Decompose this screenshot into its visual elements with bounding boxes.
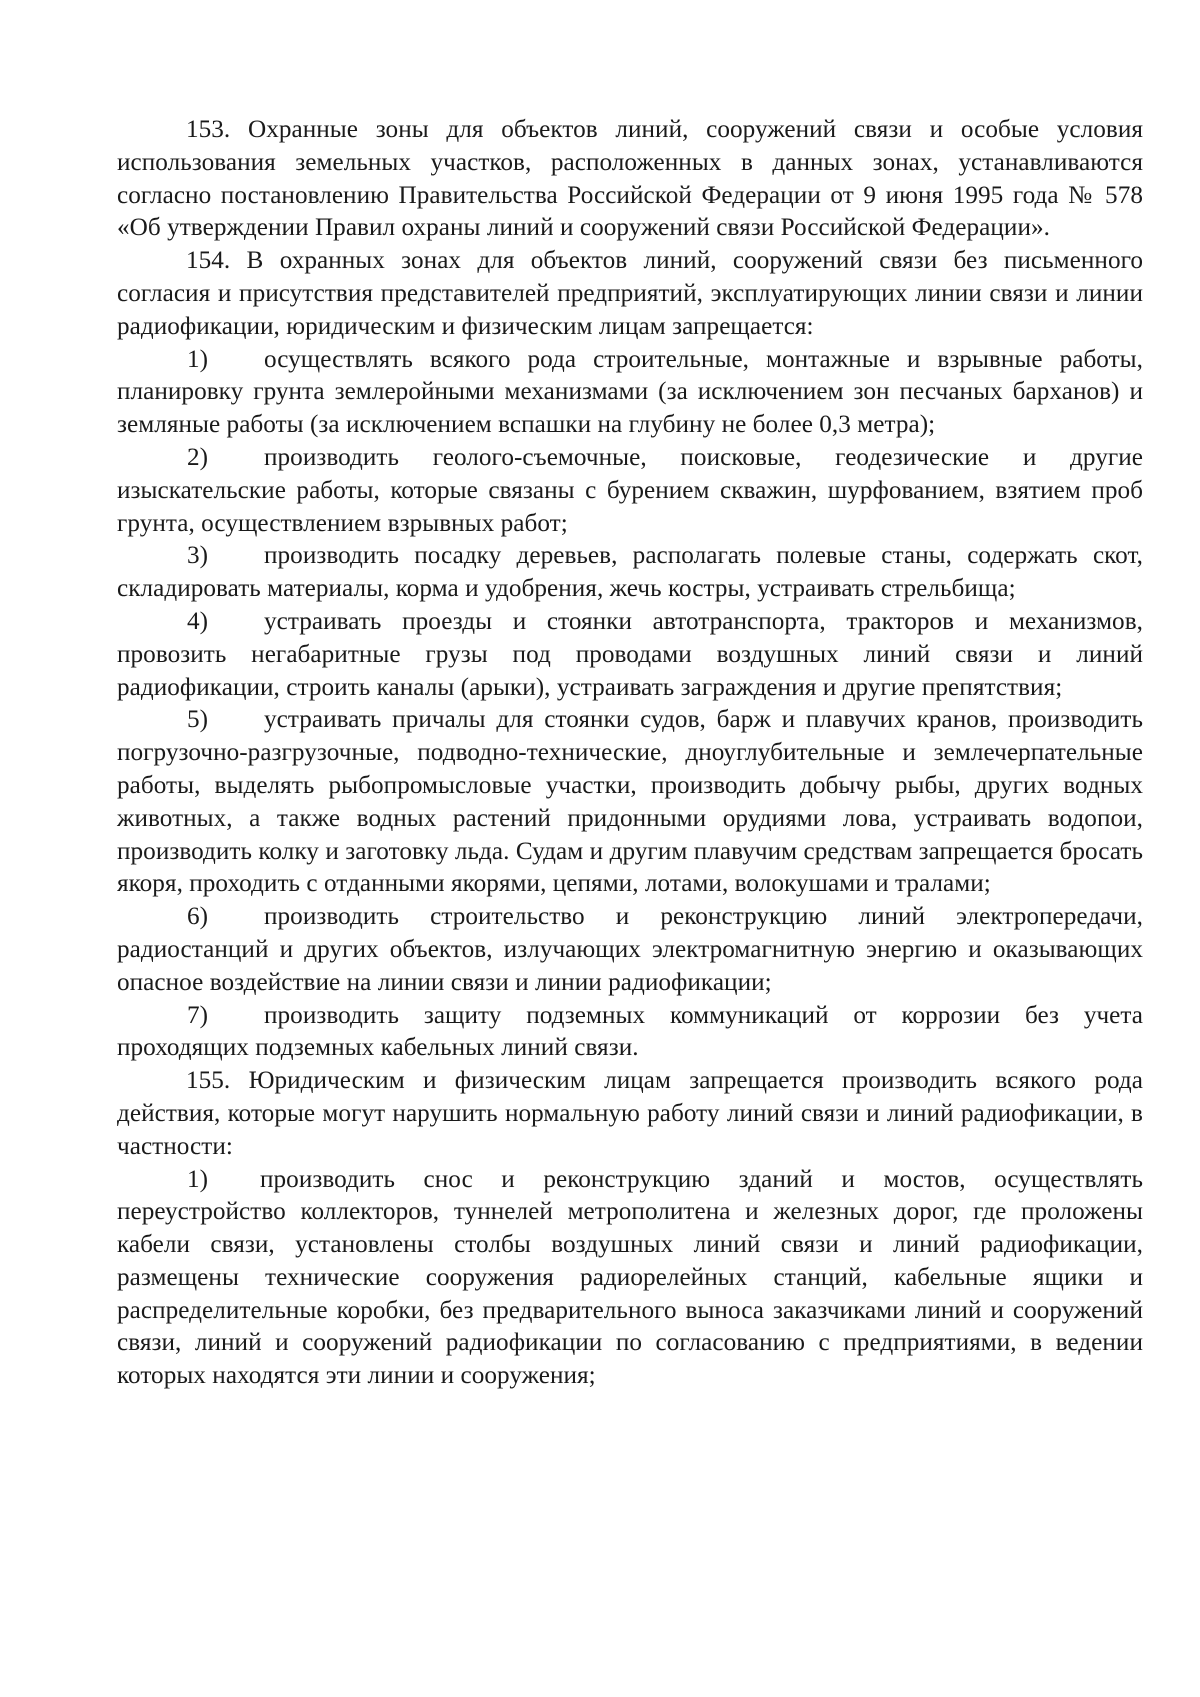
list-item <box>117 442 1143 540</box>
paragraph-153: 153. Охранные зоны для объектов линий, сооружений связи и особые условия использования земельных участков, расположенных в данных зонах, устанавливаются согласно постановлению Правительства Российской Федерации от 9 июня 1995 года № 578 «Об утверждении Правил охраны линий и сооружений связи Российской Федерации». <box>117 116 1143 242</box>
list-item <box>117 540 1143 606</box>
list-item-text: устраивать проезды и стоянки автотранспорта, тракторов и механизмов, провозить негабаритные грузы под проводами воздушных линий связи и линий радиофикации, строить каналы (арыки), устраивать заграждения и другие препятствия; <box>117 607 1143 701</box>
list-item-text: производить защиту подземных коммуникаций от коррозии без учета проходящих подземных кабельных линий связи. <box>117 1001 1143 1062</box>
list-item-number: 1) <box>187 345 209 373</box>
list-item <box>117 901 1143 999</box>
list-item-number: 1) <box>187 1165 209 1193</box>
list-item-number: 4) <box>187 607 209 635</box>
list-item <box>117 1164 1143 1394</box>
list-item-text: производить посадку деревьев, располагать полевые станы, содержать скот, складировать материалы, корма и удобрения, жечь костры, устраивать стрельбища; <box>117 542 1143 603</box>
list-item-text: осуществлять всякого рода строительные, монтажные и взрывные работы, планировку грунта землеройными механизмами (за исключением зон песчаных барханов) и земляные работы (за исключением вспашки на глубину не более 0,3 метра); <box>117 345 1143 439</box>
list-item-number: 6) <box>187 903 209 931</box>
list-item-text: производить строительство и реконструкцию линий электропередачи, радиостанций и других объектов, излучающих электромагнитную энергию и оказывающих опасное воздействие на линии связи и линии радиофикации; <box>117 903 1143 996</box>
list-item-text: производить снос и реконструкцию зданий и мостов, осуществлять переустройство коллекторов, туннелей метрополитена и железных дорог, где проложены кабели связи, установлены столбы воздушных линий связи и линий радиофикации, размещены технические сооружения радиорелейных станций, кабельные ящики и распределительные коробки, без предварительного выноса заказчиками линий и сооружений связи, линий и сооружений радиофикации по согласованию с предприятиями, в ведении которых находятся эти линии и сооружения; <box>117 1165 1143 1390</box>
document-body <box>117 114 1143 1393</box>
list-item-text: устраивать причалы для стоянки судов, барж и плавучих кранов, производить погрузочно-разгрузочные, подводно-технические, дноуглубительные и землечерпательные работы, выделять рыбопромысловые участки, производить добычу рыбы, других водных животных, а также водных растений придонными орудиями лова, устраивать водопои, производить колку и заготовку льда. Судам и другим плавучим средствам запрещается бросать якоря, проходить с отданными якорями, цепями, лотами, волокушами и тралами; <box>117 706 1143 898</box>
list-item-text: производить геолого-съемочные, поисковые, геодезические и другие изыскательские работы, которые связаны с бурением скважин, шурфованием, взятием проб грунта, осуществлением взрывных работ; <box>117 443 1143 537</box>
list-item-number: 5) <box>187 706 209 734</box>
list-item <box>117 344 1143 442</box>
list-item-number: 3) <box>187 542 209 570</box>
list-item-number: 2) <box>187 443 209 471</box>
list-item <box>117 704 1143 901</box>
list-item <box>117 606 1143 704</box>
paragraph-154: 154. В охранных зонах для объектов линий, сооружений связи без письменного согласия и присутствия представителей предприятий, эксплуатирующих линии связи и линии радиофикации, юридическим и физическим лицам запрещается: <box>117 247 1143 340</box>
paragraph-155: 155. Юридическим и физическим лицам запрещается производить всякого рода действия, которые могут нарушить нормальную работу линий связи и линий радиофикации, в частности: <box>117 1067 1143 1160</box>
list-item <box>117 1000 1143 1066</box>
list-item-number: 7) <box>187 1001 209 1029</box>
